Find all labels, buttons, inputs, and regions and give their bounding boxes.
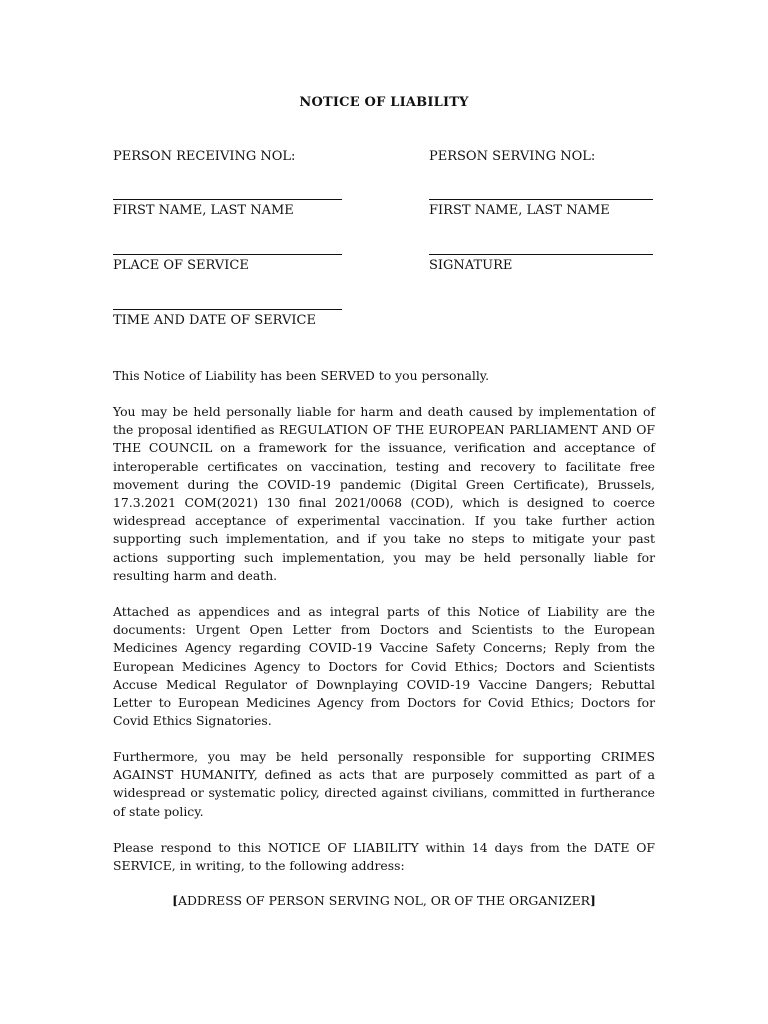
receiver-name-line[interactable] [113,199,342,200]
paragraph-served: This Notice of Liability has been SERVED to you personally. [113,368,490,383]
paragraph-crimes: Furthermore, you may be held personally responsible for supporting CRIMES AGAINST HUMANITY, defined as acts that are purposely committed as part of a widespread or systematic policy, directed against civilians, committed in furtherance of state policy. [113,749,655,819]
server-name-label: FIRST NAME, LAST NAME [429,203,610,218]
time-date-label: TIME AND DATE OF SERVICE [113,313,316,328]
paragraph-respond: Please respond to this NOTICE OF LIABILITY within 14 days from the DATE OF SERVICE, in writing, to the following address: [113,840,655,874]
receiver-header: PERSON RECEIVING NOL: [113,149,296,164]
address-open-bracket: [ [172,893,178,908]
signature-label: SIGNATURE [429,258,513,273]
signature-line[interactable] [429,254,653,255]
server-name-line[interactable] [429,199,653,200]
place-of-service-label: PLACE OF SERVICE [113,258,249,273]
place-of-service-line[interactable] [113,254,342,255]
document-title: NOTICE OF LIABILITY [299,95,469,110]
receiver-name-label: FIRST NAME, LAST NAME [113,203,294,218]
address-close-bracket: ] [590,893,596,908]
time-date-line[interactable] [113,309,342,310]
address-text: ADDRESS OF PERSON SERVING NOL, OR OF THE ORGANIZER [178,893,590,908]
server-header: PERSON SERVING NOL: [429,149,596,164]
address-placeholder [0,893,768,908]
paragraph-liability: You may be held personally liable for harm and death caused by implementation of the proposal identified as REGULATION OF THE EUROPEAN PARLIAMENT AND OF THE COUNCIL on a framework for the issuance, verification and acceptance of interoperable certificates on vaccination, testing and recovery to facilitate free movement during the COVID-19 pandemic (Digital Green Certificate), Brussels, 17.3.2021 COM(2021) 130 final 2021/0068 (COD), which is designed to coerce widespread acceptance of experimental vaccination. If you take further action supporting such implementation, and if you take no steps to mitigate your past actions supporting such implementation, you may be held personally liable for resulting harm and death. [113,404,655,583]
paragraph-appendices: Attached as appendices and as integral parts of this Notice of Liability are the documents: Urgent Open Letter from Doctors and Scientists to the European Medicines Agency regarding COVID-19 Vaccine Safety Concerns; Reply from the European Medicines Agency to Doctors for Covid Ethics; Doctors and Scientists Accuse Medical Regulator of Downplaying COVID-19 Vaccine Dangers; Rebuttal Letter to European Medicines Agency from Doctors for Covid Ethics; Doctors for Covid Ethics Signatories. [113,604,655,729]
